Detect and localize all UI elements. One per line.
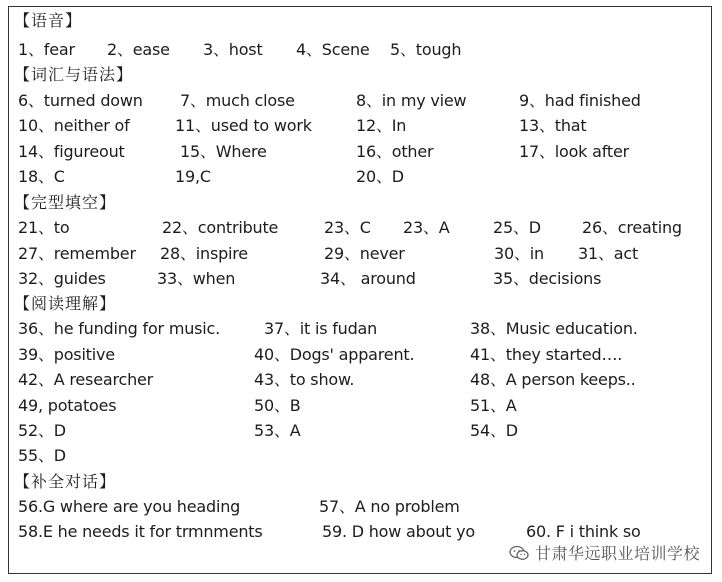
- answer-row: [0, 316, 722, 341]
- section-heading: 【补全对话】: [14, 472, 117, 491]
- answer-item: 2、ease: [107, 40, 170, 59]
- answer-item: 31、act: [578, 244, 639, 263]
- answer-row: [0, 393, 722, 418]
- answer-item: 14、figureout: [18, 142, 125, 161]
- answer-item: 28、inspire: [160, 244, 248, 263]
- answer-item: 49, potatoes: [18, 396, 117, 415]
- answer-row: [0, 443, 722, 468]
- wechat-icon: [509, 545, 529, 561]
- answer-item: 56.G where are you heading: [18, 497, 241, 516]
- answer-row: [0, 139, 722, 164]
- watermark: [509, 541, 700, 564]
- answer-item: 4、Scene: [296, 40, 370, 59]
- answer-item: 20、D: [356, 167, 404, 186]
- answer-item: 13、that: [519, 116, 587, 135]
- answer-row: [0, 164, 722, 189]
- answer-item: 40、Dogs' apparent.: [254, 345, 415, 364]
- answer-item: 54、D: [470, 421, 518, 440]
- answer-item: 50、B: [254, 396, 301, 415]
- answer-row: [0, 241, 722, 266]
- answer-item: 53、A: [254, 421, 301, 440]
- answer-item: 35、decisions: [493, 269, 602, 288]
- answer-item: 51、A: [470, 396, 517, 415]
- section-heading: 【阅读理解】: [14, 294, 117, 313]
- answer-item: 43、to show.: [254, 370, 355, 389]
- section-heading-row: [0, 62, 722, 87]
- section-heading-row: [0, 469, 722, 494]
- answer-row: [0, 418, 722, 443]
- answer-item: 19,C: [175, 167, 211, 186]
- answer-item: 57、A no problem: [319, 497, 460, 516]
- answer-item: 37、it is fudan: [264, 319, 378, 338]
- section-heading: 【语音】: [14, 11, 83, 30]
- answer-row: [0, 266, 722, 291]
- answer-item: 26、creating: [582, 218, 682, 237]
- answer-item: 41、they started….: [470, 345, 623, 364]
- answer-item: 33、when: [157, 269, 236, 288]
- answer-item: 27、remember: [18, 244, 136, 263]
- answer-item: 3、host: [203, 40, 263, 59]
- answer-item: 7、much close: [180, 91, 295, 110]
- answer-item: 42、A researcher: [18, 370, 154, 389]
- answer-item: 38、Music education.: [470, 319, 638, 338]
- answer-item: 36、he funding for music.: [18, 319, 221, 338]
- answer-item: 22、contribute: [162, 218, 279, 237]
- answer-item: 23、A: [403, 218, 450, 237]
- answer-item: 29、never: [324, 244, 405, 263]
- watermark-text: 甘肃华远职业培训学校: [534, 544, 700, 563]
- section-heading-row: [0, 190, 722, 215]
- section-heading: 【词汇与语法】: [14, 65, 134, 84]
- answer-item: 39、positive: [18, 345, 115, 364]
- section-heading-row: [0, 8, 722, 33]
- answer-item: 58.E he needs it for trmnments: [18, 522, 263, 541]
- answer-item: 48、A person keeps..: [470, 370, 636, 389]
- answer-item: 12、In: [356, 116, 407, 135]
- answer-item: 16、other: [356, 142, 434, 161]
- answer-item: 21、to: [18, 218, 70, 237]
- answer-row: [0, 342, 722, 367]
- answer-item: 34、 around: [320, 269, 416, 288]
- answer-row: [0, 37, 722, 62]
- answer-item: 17、look after: [519, 142, 629, 161]
- answer-item: 6、turned down: [18, 91, 143, 110]
- answer-item: 55、D: [18, 446, 66, 465]
- answer-row: [0, 494, 722, 519]
- answer-row: [0, 113, 722, 138]
- answer-item: 1、fear: [18, 40, 75, 59]
- answer-row: [0, 88, 722, 113]
- answer-item: 52、D: [18, 421, 66, 440]
- answer-item: 32、guides: [18, 269, 106, 288]
- answer-item: 5、tough: [390, 40, 462, 59]
- answer-item: 11、used to work: [175, 116, 312, 135]
- answer-item: 30、in: [494, 244, 544, 263]
- answer-row: [0, 215, 722, 240]
- section-heading-row: [0, 291, 722, 316]
- section-heading: 【完型填空】: [14, 193, 117, 212]
- answer-item: 18、C: [18, 167, 65, 186]
- answer-item: 10、neither of: [18, 116, 130, 135]
- answer-row: [0, 367, 722, 392]
- answer-item: 60. F i think so: [526, 522, 641, 541]
- answer-item: 25、D: [493, 218, 541, 237]
- answer-item: 9、had finished: [519, 91, 641, 110]
- answer-item: 8、in my view: [356, 91, 467, 110]
- answer-item: 15、Where: [180, 142, 267, 161]
- answer-item: 23、C: [324, 218, 371, 237]
- answer-item: 59. D how about yo: [322, 522, 475, 541]
